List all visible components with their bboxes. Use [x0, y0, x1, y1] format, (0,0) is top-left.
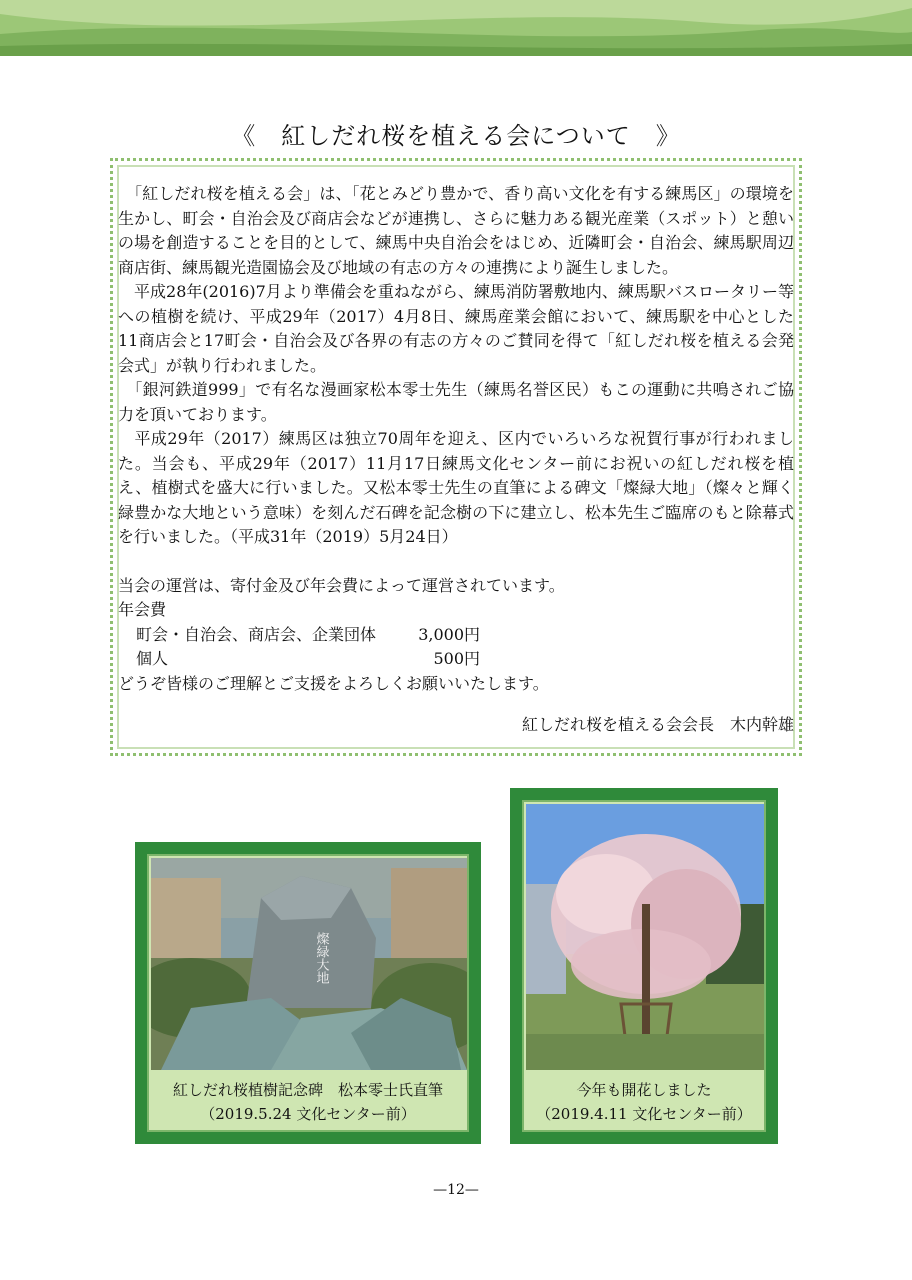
caption-line: （2019.5.24 文化センター前） [200, 1105, 416, 1123]
fee-name: 個人 [136, 649, 169, 668]
cherry-tree-photo [526, 804, 764, 1070]
page-number: —12— [433, 1182, 479, 1198]
support-request: どうぞ皆様のご理解とご支援をよろしくお願いいたします。 [118, 673, 549, 693]
paragraph: 「紅しだれ桜を植える会」は、「花とみどり豊かで、香り高い文化を有する練馬区」の環境を生かし、町会・自治会及び商店会などが連携し、さらに魅力ある観光産業（スポット）と憩いの場を創造することを目的として、練馬中央自治会をはじめ、近隣町会・自治会、練馬駅周辺商店街、練馬観光造園協会及び地域の有志の方々の連携により誕生しました。 [118, 184, 794, 277]
caption-line: 今年も開花しました [576, 1081, 712, 1099]
photo-card-cherry [510, 788, 778, 1144]
header-wave-graphic [0, 0, 912, 56]
fee-row [118, 647, 794, 672]
header-band [0, 0, 912, 56]
photo-card-inner [147, 854, 469, 1132]
paragraph: 「銀河鉄道999」で有名な漫画家松本零士先生（練馬名誉区民）もこの運動に共鳴されご協力を頂いております。 [118, 380, 794, 424]
funding-statement: 当会の運営は、寄付金及び年会費によって運営されています。 [118, 575, 565, 595]
fee-heading: 年会費 [118, 600, 167, 619]
photo-caption [149, 1078, 467, 1126]
article-body [118, 182, 794, 696]
paragraph: 平成28年(2016)7月より準備会を重ねながら、練馬消防署敷地内、練馬駅バスロータリー等への植樹を続け、平成29年（2017）4月8日、練馬産業会館において、練馬駅を中心とした11商店会と17町会・自治会及び各界の有志の方々のご賛同を得て「紅しだれ桜を植える会発会式」が執り行われました。 [118, 282, 794, 375]
signature: 紅しだれ桜を植える会会長 木内幹雄 [521, 715, 794, 734]
caption-line: 紅しだれ桜植樹記念碑 松本零士氏直筆 [172, 1081, 443, 1099]
fee-amount: 3,000円 [418, 624, 480, 644]
cherry-tree-illustration [526, 804, 764, 1070]
fee-name: 町会・自治会、商店会、企業団体 [136, 624, 377, 644]
photo-caption [524, 1078, 764, 1126]
stone-inscription: 燦緑大地 [313, 932, 329, 984]
paragraph: 平成29年（2017）練馬区は独立70周年を迎え、区内でいろいろな祝賀行事が行われました。当会も、平成29年（2017）11月17日練馬文化センター前にお祝いの紅しだれ桜を植え、植樹式を盛大に行いました。又松本零士先生の直筆による碑文「燦緑大地」（燦々と輝く緑豊かな大地という意味）を刻んだ石碑を記念樹の下に建立し、松本先生ご臨席のもと除幕式を行いました。（平成31年（2019）5月24日） [118, 429, 794, 546]
photo-card-inner [522, 800, 766, 1132]
fee-amount: 500円 [433, 649, 480, 668]
page-title: 《 紅しだれ桜を植える会について 》 [231, 122, 681, 150]
caption-line: （2019.4.11 文化センター前） [536, 1105, 752, 1123]
photo-card-monument [135, 842, 481, 1144]
monument-illustration [151, 858, 467, 1070]
fee-row [118, 623, 794, 648]
monument-photo [151, 858, 467, 1070]
